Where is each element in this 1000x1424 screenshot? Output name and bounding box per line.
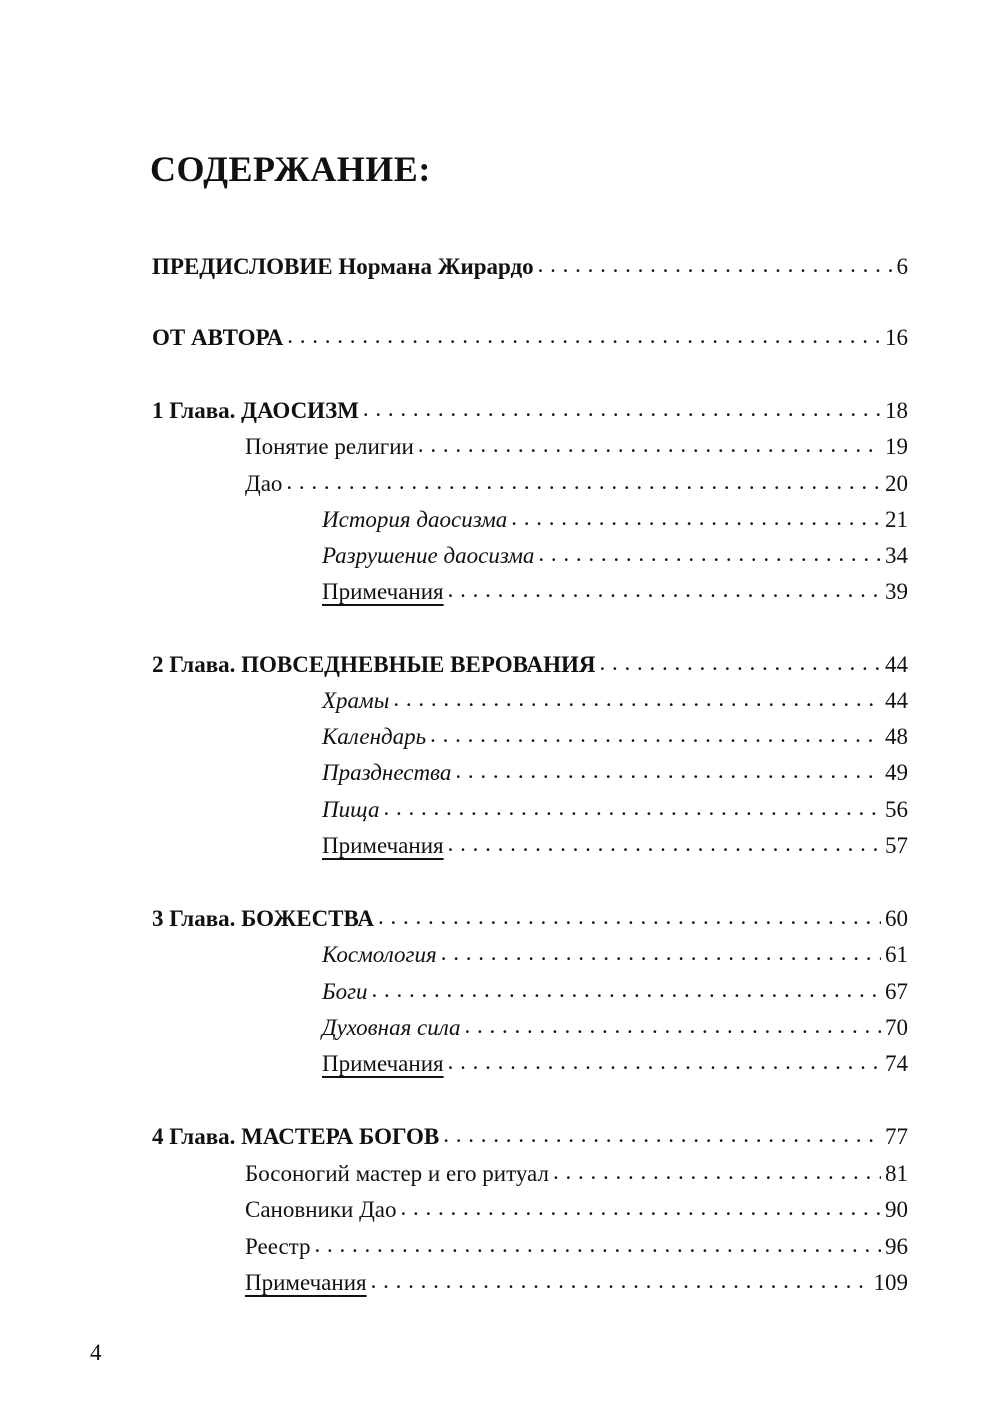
dot-leader xyxy=(448,1047,881,1077)
toc-entry-label: Духовная сила xyxy=(322,1015,461,1040)
toc-entry-page: 74 xyxy=(885,1051,908,1076)
toc-entry-preface[interactable] xyxy=(152,252,908,282)
toc-entry-page: 48 xyxy=(885,724,908,749)
toc-entry-notes-3[interactable] xyxy=(322,1049,908,1079)
toc-entry-page: 61 xyxy=(885,942,908,967)
toc-entry-label: Примечания xyxy=(245,1270,367,1295)
toc-entry-dao-dignitaries[interactable] xyxy=(245,1195,908,1225)
dot-leader xyxy=(448,829,881,859)
toc-entry-label: Пища xyxy=(322,797,380,822)
toc-entry-notes-2[interactable] xyxy=(322,831,908,861)
dot-leader xyxy=(286,467,881,497)
toc-entry-label: Календарь xyxy=(322,724,427,749)
toc-entry-page: 44 xyxy=(885,652,908,677)
toc-entry-label: ПРЕДИСЛОВИЕ Нормана Жирардо xyxy=(152,254,534,279)
dot-leader xyxy=(371,1266,870,1296)
toc-entry-page: 20 xyxy=(885,471,908,496)
dot-leader xyxy=(287,321,881,351)
dot-leader xyxy=(553,1157,881,1187)
toc-entry-page: 96 xyxy=(885,1234,908,1259)
page-title: СОДЕРЖАНИЕ: xyxy=(150,149,431,189)
toc-entry-label: Дао xyxy=(245,471,283,496)
toc-entry-calendar[interactable] xyxy=(322,722,908,752)
toc-entry-page: 18 xyxy=(885,398,908,423)
toc-entry-page: 60 xyxy=(885,906,908,931)
toc-entry-label: Храмы xyxy=(322,688,390,713)
toc-entry-notes-1[interactable] xyxy=(322,577,908,607)
toc-entry-label: Примечания xyxy=(322,833,444,858)
toc-entry-chapter-2[interactable] xyxy=(152,650,908,680)
toc-entry-label: Сановники Дао xyxy=(245,1197,397,1222)
toc-entry-page: 109 xyxy=(873,1270,908,1295)
toc-entry-label: Понятие религии xyxy=(245,434,414,459)
toc-entry-page: 67 xyxy=(885,979,908,1004)
toc-entry-festivals[interactable] xyxy=(322,758,908,788)
toc-entry-page: 6 xyxy=(896,254,908,279)
dot-leader xyxy=(315,1230,881,1260)
toc-entry-cosmology[interactable] xyxy=(322,940,908,970)
toc-entry-chapter-3[interactable] xyxy=(152,904,908,934)
toc-entry-gods[interactable] xyxy=(322,977,908,1007)
toc-entry-page: 34 xyxy=(885,543,908,568)
toc-entry-notes-4[interactable] xyxy=(245,1268,908,1298)
toc-entry-page: 56 xyxy=(885,797,908,822)
toc-entry-page: 81 xyxy=(885,1161,908,1186)
toc-entry-label: Боги xyxy=(322,979,368,1004)
toc-entry-food[interactable] xyxy=(322,795,908,825)
toc-entry-page: 77 xyxy=(885,1124,908,1149)
toc-entry-spiritual-power[interactable] xyxy=(322,1013,908,1043)
dot-leader xyxy=(372,975,881,1005)
dot-leader xyxy=(430,720,881,750)
toc-entry-barefoot-master[interactable] xyxy=(245,1159,908,1189)
toc-entry-taoism-history[interactable] xyxy=(322,505,908,535)
toc-entry-page: 19 xyxy=(885,434,908,459)
toc-entry-label: Примечания xyxy=(322,579,444,604)
toc-entry-label: История даосизма xyxy=(322,507,508,532)
dot-leader xyxy=(441,938,881,968)
toc-entry-page: 70 xyxy=(885,1015,908,1040)
dot-leader xyxy=(465,1011,881,1041)
toc-entry-label: Космология xyxy=(322,942,437,967)
toc-entry-label: Реестр xyxy=(245,1234,311,1259)
toc-entry-dao[interactable] xyxy=(245,469,908,499)
dot-leader xyxy=(418,430,881,460)
toc-entry-register[interactable] xyxy=(245,1232,908,1262)
dot-leader xyxy=(400,1193,881,1223)
dot-leader xyxy=(538,250,893,280)
toc-entry-page: 44 xyxy=(885,688,908,713)
toc-entry-label: Босоногий мастер и его ритуал xyxy=(245,1161,549,1186)
toc-entry-page: 90 xyxy=(885,1197,908,1222)
toc-entry-page: 49 xyxy=(885,760,908,785)
toc-entry-label: Примечания xyxy=(322,1051,444,1076)
dot-leader xyxy=(363,394,881,424)
toc-entry-page: 57 xyxy=(885,833,908,858)
toc-entry-page: 21 xyxy=(885,507,908,532)
toc-entry-label: 4 Глава. МАСТЕРА БОГОВ xyxy=(152,1124,440,1149)
page-number: 4 xyxy=(90,1340,102,1365)
toc-entry-page: 16 xyxy=(885,325,908,350)
dot-leader xyxy=(600,648,881,678)
toc-entry-label: Празднества xyxy=(322,760,452,785)
dot-leader xyxy=(455,756,881,786)
toc-entry-label: ОТ АВТОРА xyxy=(152,325,284,350)
toc-entry-label: Разрушение даосизма xyxy=(322,543,535,568)
dot-leader xyxy=(384,793,881,823)
dot-leader xyxy=(443,1120,881,1150)
dot-leader xyxy=(448,575,881,605)
dot-leader xyxy=(378,902,881,932)
toc-entry-label: 2 Глава. ПОВСЕДНЕВНЫЕ ВЕРОВАНИЯ xyxy=(152,652,596,677)
toc-entry-temples[interactable] xyxy=(322,686,908,716)
toc-entry-religion-concept[interactable] xyxy=(245,432,908,462)
dot-leader xyxy=(538,539,881,569)
dot-leader xyxy=(393,684,881,714)
toc-entry-chapter-1[interactable] xyxy=(152,396,908,426)
dot-leader xyxy=(511,503,881,533)
toc-entry-page: 39 xyxy=(885,579,908,604)
toc-entry-label: 3 Глава. БОЖЕСТВА xyxy=(152,906,375,931)
toc-entry-taoism-destruction[interactable] xyxy=(322,541,908,571)
toc-entry-chapter-4[interactable] xyxy=(152,1122,908,1152)
toc-entry-from-author[interactable] xyxy=(152,323,908,353)
toc-entry-label: 1 Глава. ДАОСИЗМ xyxy=(152,398,359,423)
